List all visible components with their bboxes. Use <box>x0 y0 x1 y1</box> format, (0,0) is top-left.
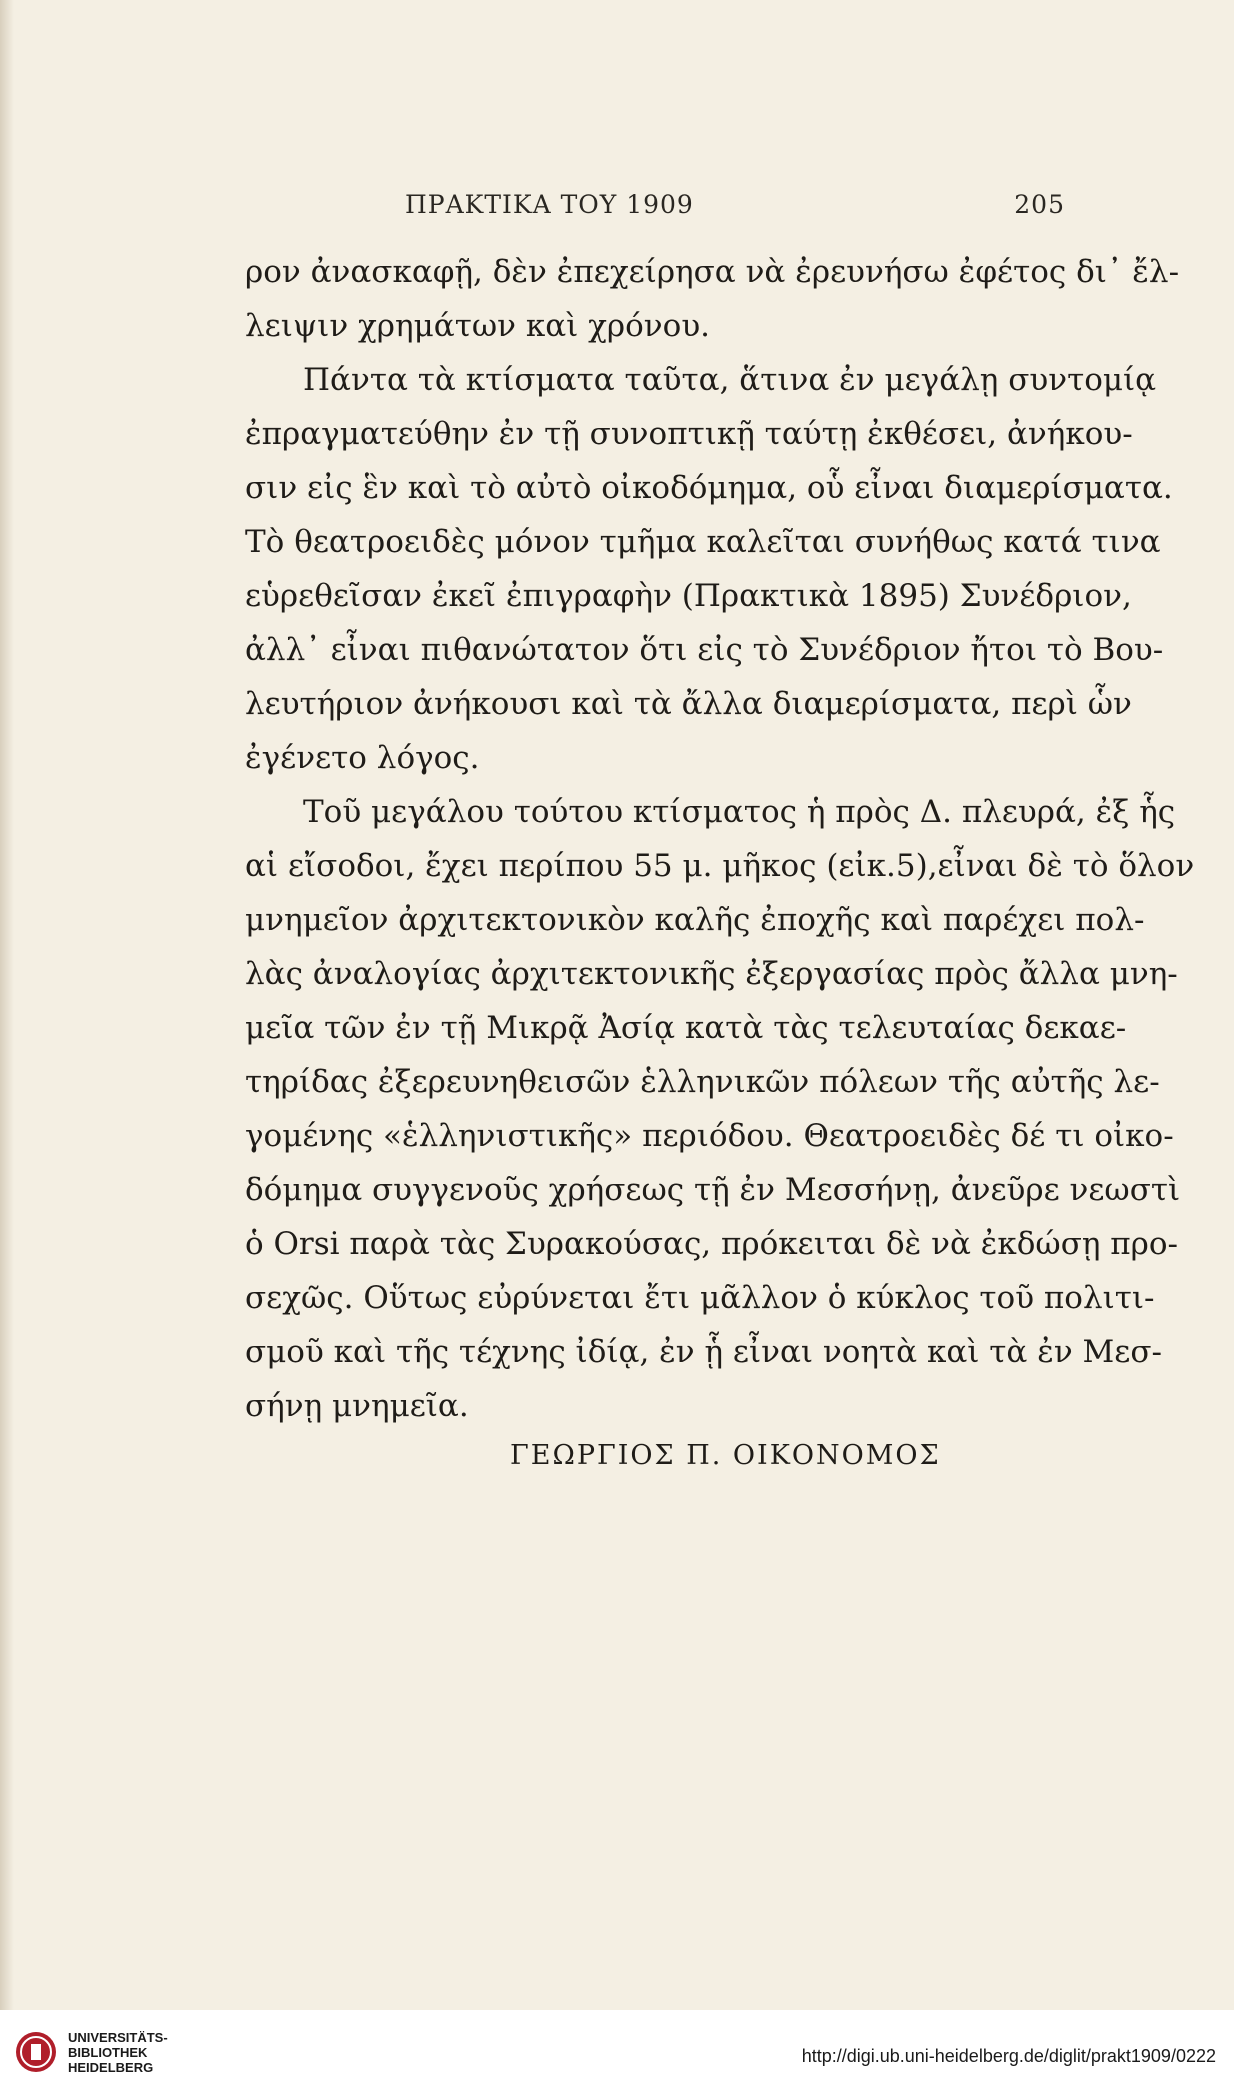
logo-line: UNIVERSITÄTS- <box>68 2030 168 2045</box>
text-line: ἐπραγματεύθην ἐν τῇ συνοπτικῇ ταύτῃ ἐκθέσει, ἀνήκου- <box>245 416 1133 452</box>
text-line: Τὸ θεατροειδὲς μόνον τμῆμα καλεῖται συνήθως κατά τινα <box>245 524 1161 560</box>
text-line: εὑρεθεῖσαν ἐκεῖ ἐπιγραφὴν (Πρακτικὰ 1895) Συνέδριον, <box>245 578 1132 614</box>
text-line: σμοῦ καὶ τῆς τέχνης ἰδίᾳ, ἐν ᾗ εἶναι νοητὰ καὶ τὰ ἐν Μεσ- <box>245 1334 1162 1370</box>
text-line: ρον ἀνασκαφῇ, δὲν ἐπεχείρησα νὰ ἐρευνήσω ἐφέτος δι᾿ ἔλ- <box>245 254 1180 290</box>
body-text <box>245 245 1195 1433</box>
text-line: σεχῶς. Οὕτως εὐρύνεται ἔτι μᾶλλον ὁ κύκλος τοῦ πολιτι- <box>245 1280 1155 1316</box>
text-line: αἱ εἴσοδοι, ἔχει περίπου 55 μ. μῆκος (εἰκ.5),εἶναι δὲ τὸ ὅλον <box>245 848 1195 884</box>
text-line: γομένης «ἑλληνιστικῆς» περιόδου. Θεατροειδὲς δέ τι οἰκο- <box>245 1118 1174 1154</box>
logo-line: HEIDELBERG <box>68 2060 154 2075</box>
text-line: Τοῦ μεγάλου τούτου κτίσματος ἡ πρὸς Δ. πλευρά, ἐξ ἧς <box>303 794 1176 830</box>
text-line: Πάντα τὰ κτίσματα ταῦτα, ἅτινα ἐν μεγάλῃ συντομίᾳ <box>303 362 1157 398</box>
logo-line: BIBLIOTHEK <box>68 2045 148 2060</box>
text-line: τηρίδας ἐξερευνηθεισῶν ἑλληνικῶν πόλεων τῆς αὐτῆς λε- <box>245 1064 1160 1100</box>
text-line: σιν εἰς ἓν καὶ τὸ αὐτὸ οἰκοδόμημα, οὗ εἶναι διαμερίσματα. <box>245 470 1173 506</box>
text-line: μεῖα τῶν ἐν τῇ Μικρᾷ Ἀσίᾳ κατὰ τὰς τελευταίας δεκαε- <box>245 1010 1127 1046</box>
text-line: σήνῃ μνημεῖα. <box>245 1388 469 1424</box>
source-url-link[interactable]: http://digi.ub.uni-heidelberg.de/diglit/prakt1909/0222 <box>801 2046 1216 2066</box>
running-header <box>245 190 1065 230</box>
text-line: ὁ Orsi παρὰ τὰς Συρακούσας, πρόκειται δὲ νὰ ἐκδώσῃ προ- <box>245 1226 1179 1262</box>
text-line: λὰς ἀναλογίας ἀρχιτεκτονικῆς ἐξεργασίας πρὸς ἄλλα μνη- <box>245 956 1178 992</box>
university-seal-icon <box>14 2030 58 2074</box>
library-logo-text <box>68 2030 168 2075</box>
text-line: λειψιν χρημάτων καὶ χρόνου. <box>245 308 711 344</box>
text-line: λευτήριον ἀνήκουσι καὶ τὰ ἄλλα διαμερίσματα, περὶ ὧν <box>245 686 1132 722</box>
text-line: ἀλλ᾿ εἶναι πιθανώτατον ὅτι εἰς τὸ Συνέδριον ἤτοι τὸ Βου- <box>245 632 1164 668</box>
text-line: δόμημα συγγενοῦς χρήσεως τῇ ἐν Μεσσήνῃ, ἀνεῦρε νεωστὶ <box>245 1172 1181 1208</box>
text-line: μνημεῖον ἀρχιτεκτονικὸν καλῆς ἐποχῆς καὶ παρέχει πολ- <box>245 902 1145 938</box>
library-footer <box>0 2010 1234 2086</box>
running-title: ΠΡΑΚΤΙΚΑ ΤΟΥ 1909 <box>405 190 694 219</box>
page-gutter-shadow <box>0 0 14 2010</box>
author-signature: ΓΕΩΡΓΙΟΣ Π. ΟΙΚΟΝΟΜΟΣ <box>510 1440 941 1471</box>
text-line: ἐγένετο λόγος. <box>245 740 480 776</box>
page-number: 205 <box>1014 190 1065 219</box>
